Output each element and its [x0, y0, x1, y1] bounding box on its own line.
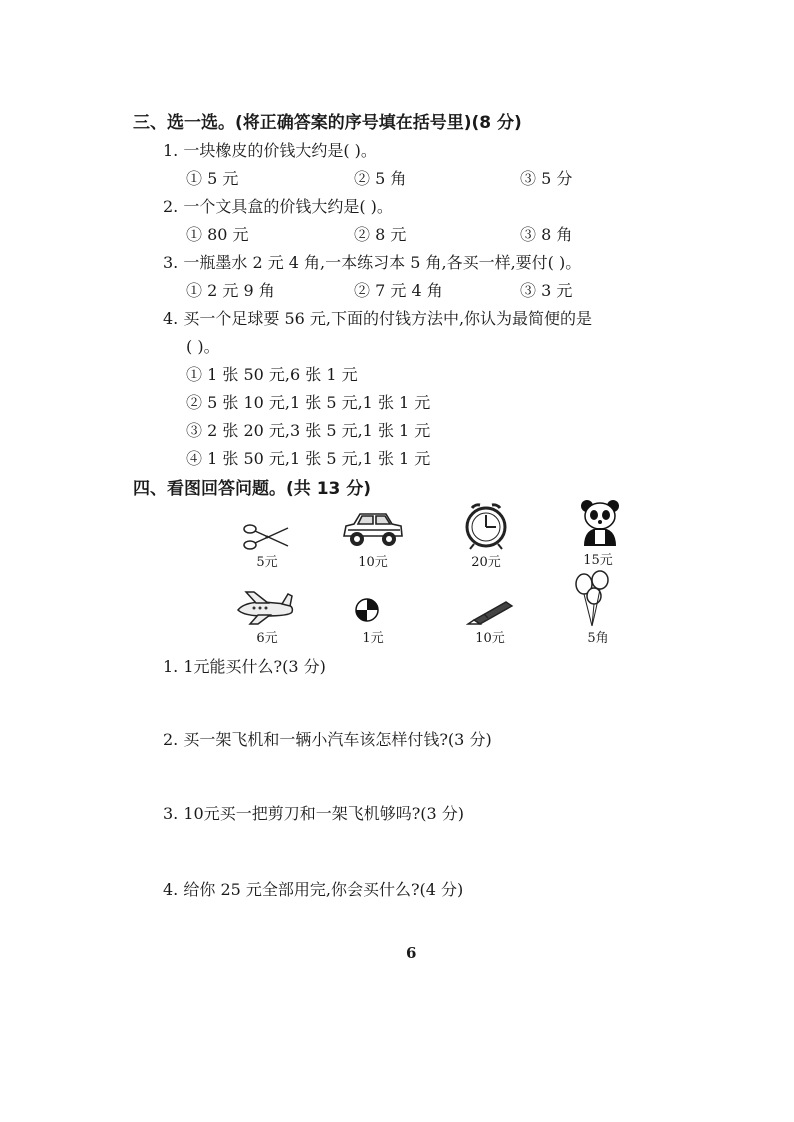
price-label-scissors: 5元	[256, 555, 278, 570]
price-label-balloons: 5角	[587, 631, 609, 646]
question-2-option-2: ② 8 元	[354, 225, 407, 244]
section3-heading: 三、选一选。(将正确答案的序号填在括号里)(8 分)	[133, 113, 522, 133]
ball-icon	[355, 598, 379, 622]
question-3-stem: 3. 一瓶墨水 2 元 4 角,一本练习本 5 角,各买一样,要付( )。	[163, 253, 582, 272]
question-3-option-1: ① 2 元 9 角	[186, 281, 275, 300]
pen-icon	[466, 598, 516, 626]
question-4-option-1: ① 1 张 50 元,6 张 1 元	[186, 365, 358, 384]
price-label-airplane: 6元	[256, 631, 278, 646]
price-label-clock: 20元	[471, 555, 501, 570]
section4-heading: 四、看图回答问题。(共 13 分)	[133, 479, 372, 499]
question-3-option-2: ② 7 元 4 角	[354, 281, 443, 300]
question-2-stem: 2. 一个文具盒的价钱大约是( )。	[163, 197, 393, 216]
question-2-option-1: ① 80 元	[186, 225, 249, 244]
section4-question-3: 3. 10元买一把剪刀和一架飞机够吗?(3 分)	[163, 804, 465, 823]
alarm-clock-icon	[462, 500, 510, 550]
question-4-option-3: ③ 2 张 20 元,3 张 5 元,1 张 1 元	[186, 421, 431, 440]
question-4-blank: ( )。	[186, 337, 220, 356]
question-4-option-2: ② 5 张 10 元,1 张 5 元,1 张 1 元	[186, 393, 431, 412]
question-1-option-3: ③ 5 分	[520, 169, 573, 188]
page-number: 6	[406, 944, 417, 962]
balloons-icon	[572, 570, 616, 628]
scissors-icon	[242, 522, 292, 552]
toy-airplane-icon	[234, 590, 296, 626]
section4-question-1: 1. 1元能买什么?(3 分)	[163, 657, 326, 676]
question-2-option-3: ③ 8 角	[520, 225, 573, 244]
price-label-panda: 15元	[583, 553, 613, 568]
question-3-option-3: ③ 3 元	[520, 281, 573, 300]
question-1-stem: 1. 一块橡皮的价钱大约是( )。	[163, 141, 377, 160]
price-label-car: 10元	[358, 555, 388, 570]
question-4-option-4: ④ 1 张 50 元,1 张 5 元,1 张 1 元	[186, 449, 431, 468]
panda-toy-icon	[578, 498, 622, 546]
question-1-option-1: ① 5 元	[186, 169, 239, 188]
toy-car-icon	[340, 506, 406, 550]
section4-question-4: 4. 给你 25 元全部用完,你会买什么?(4 分)	[163, 880, 464, 899]
question-4-stem: 4. 买一个足球要 56 元,下面的付钱方法中,你认为最简便的是	[163, 309, 593, 328]
question-1-option-2: ② 5 角	[354, 169, 407, 188]
price-label-ball: 1元	[362, 631, 384, 646]
price-label-pen: 10元	[475, 631, 505, 646]
section4-question-2: 2. 买一架飞机和一辆小汽车该怎样付钱?(3 分)	[163, 730, 492, 749]
